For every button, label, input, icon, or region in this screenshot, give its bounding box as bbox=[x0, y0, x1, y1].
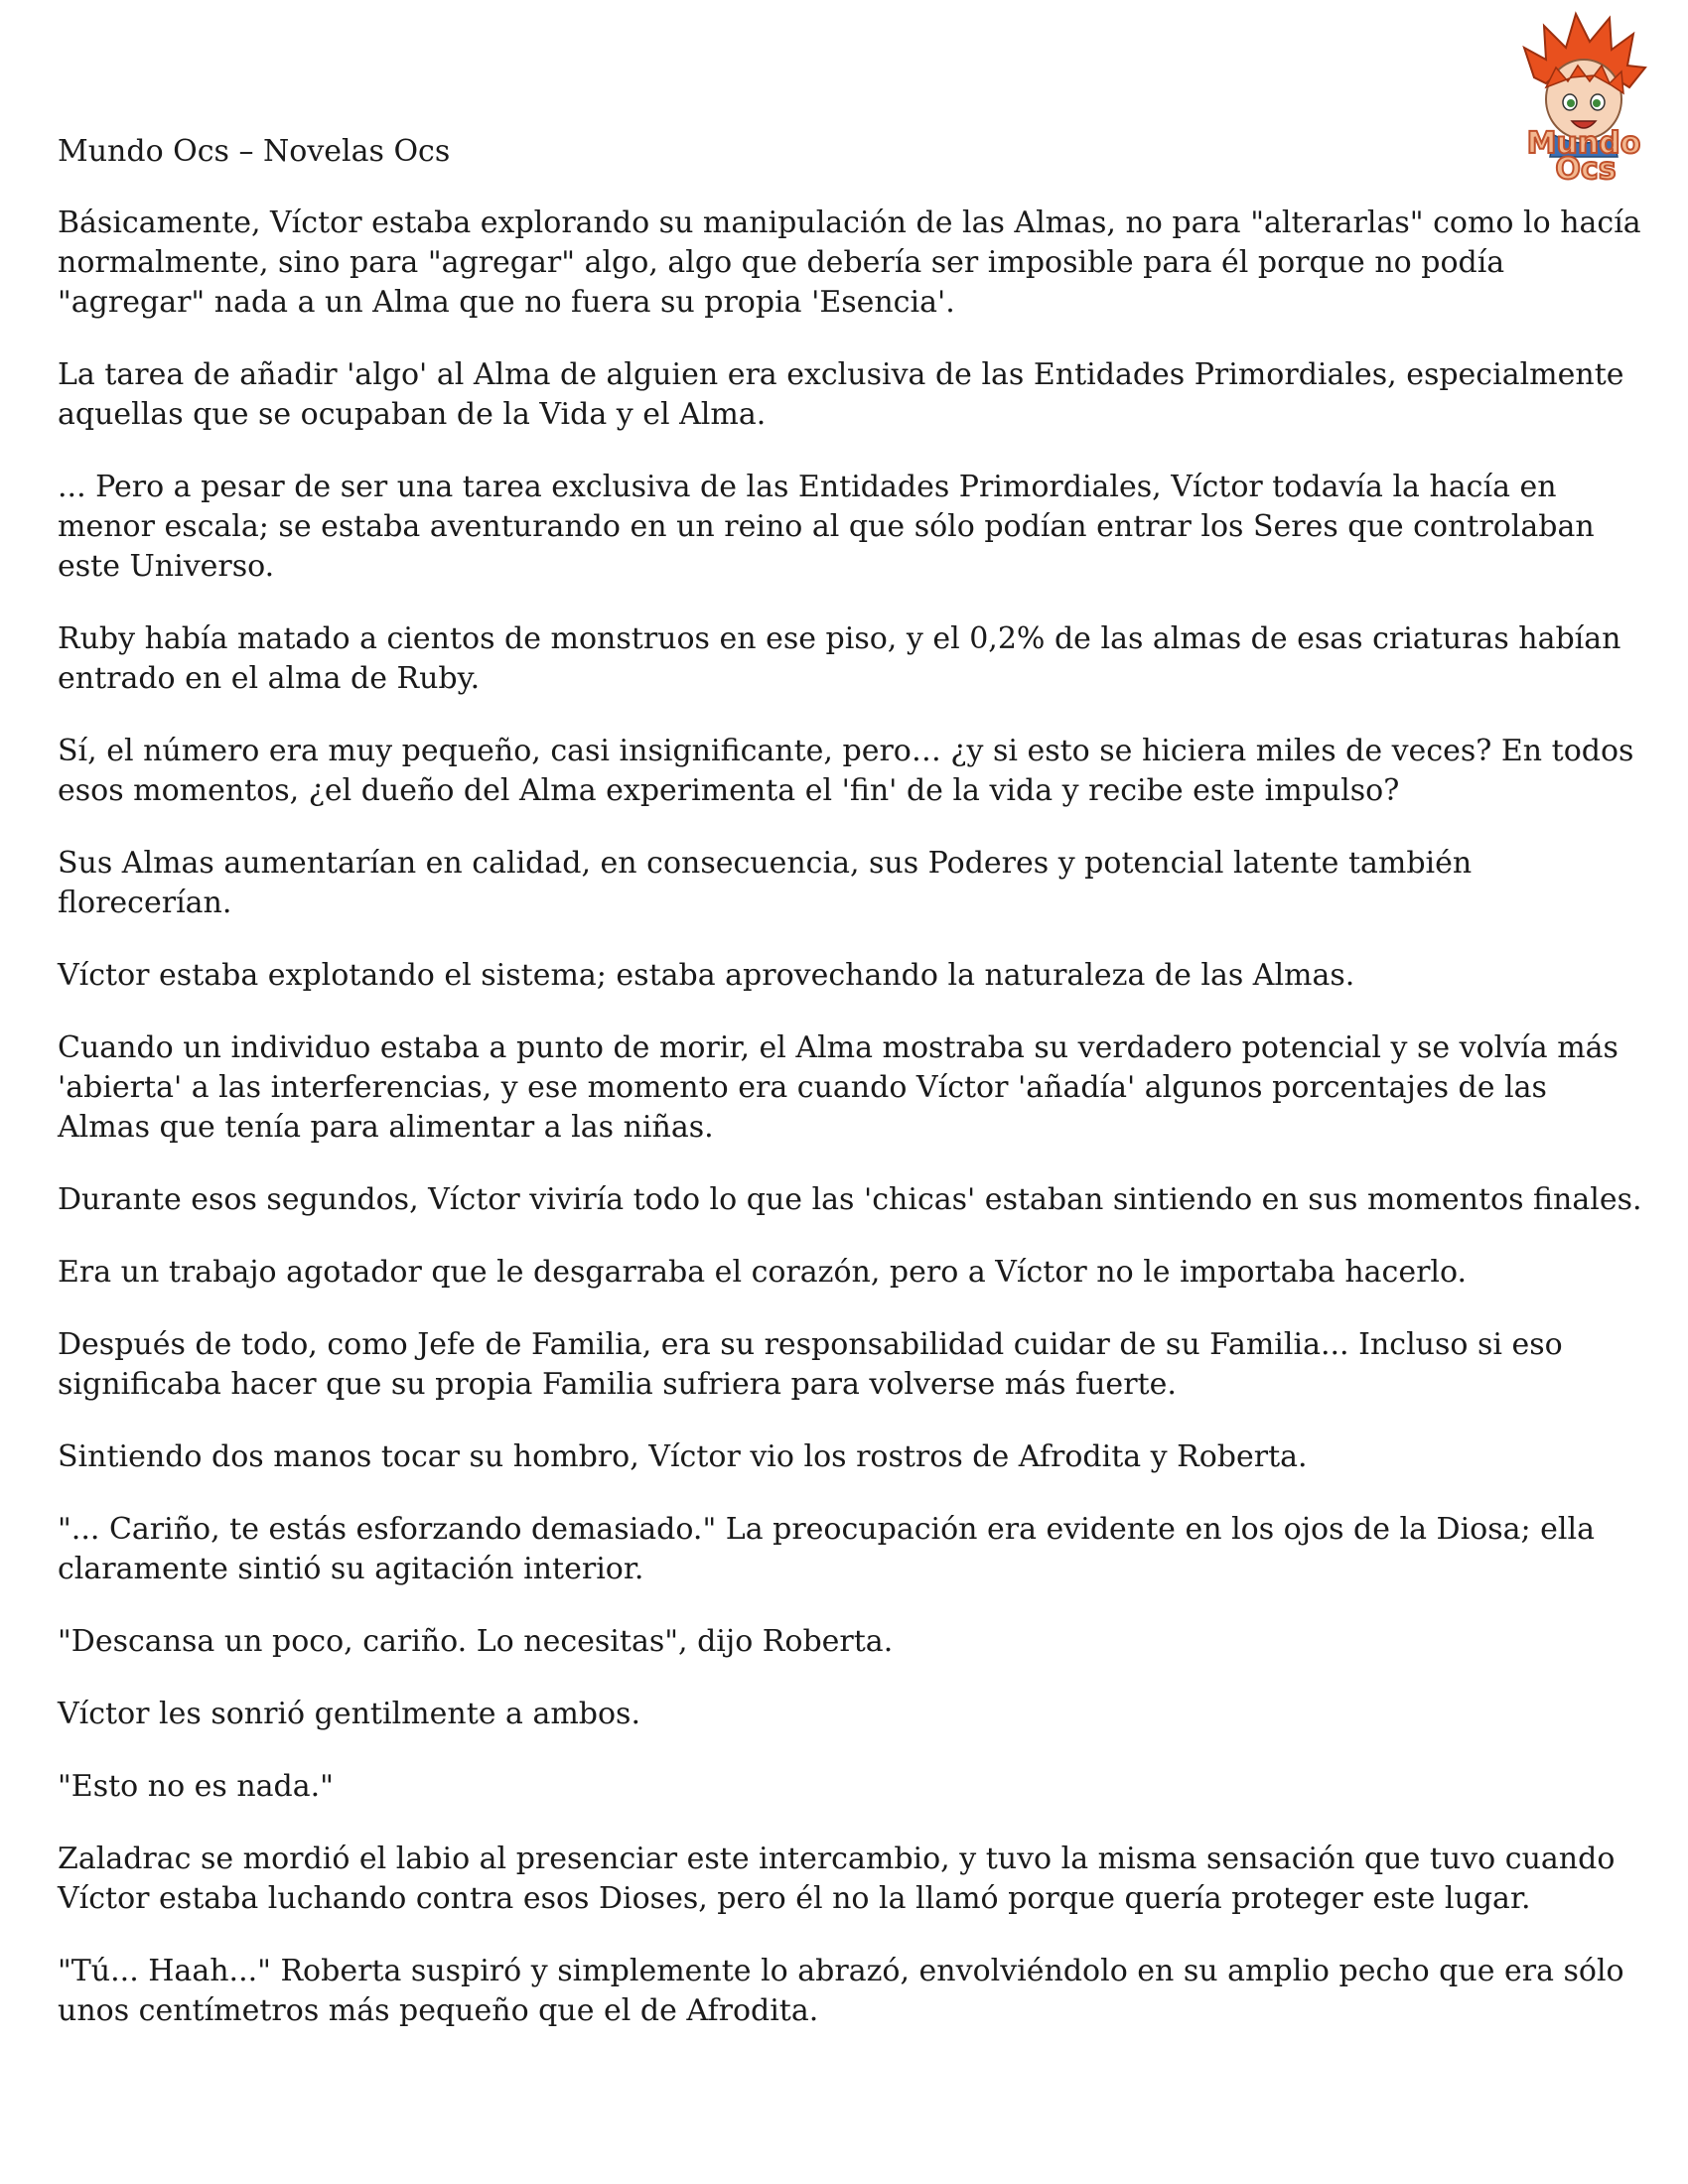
paragraph: "Esto no es nada." bbox=[58, 1769, 334, 1804]
logo-word-top: Mundo bbox=[1526, 126, 1641, 161]
paragraph: Zaladrac se mordió el labio al presenciar este intercambio, y tuvo la misma sensación que tuvo cuando Víctor estaba luchando contra esos Dioses, pero él no la llamó porque quería proteger este lugar. bbox=[58, 1842, 1616, 1916]
paragraph: Víctor les sonrió gentilmente a ambos. bbox=[58, 1697, 640, 1731]
logo-word-bottom: Ocs bbox=[1555, 152, 1617, 185]
paragraph: Cuando un individuo estaba a punto de morir, el Alma mostraba su verdadero potencial y se volvía más 'abierta' a las interferencias, y ese momento era cuando Víctor 'añadía' algunos porcentajes de las Almas que tenía para alimentar a las niñas. bbox=[58, 1030, 1618, 1145]
paragraph: "... Cariño, te estás esforzando demasiado." La preocupación era evidente en los ojos de la Diosa; ella claramente sintió su agitación interior. bbox=[58, 1512, 1595, 1586]
paragraph: Básicamente, Víctor estaba explorando su manipulación de las Almas, no para "alterarlas" como lo hacía normalmente, sino para "agregar" algo, algo que debería ser imposible para él porque no podía "agregar" nada a un Alma que no fuera su propia 'Esencia'. bbox=[58, 205, 1641, 320]
paragraph: La tarea de añadir 'algo' al Alma de alguien era exclusiva de las Entidades Primordiales, especialmente aquellas que se ocupaban de la Vida y el Alma. bbox=[58, 357, 1624, 432]
paragraph: Víctor estaba explotando el sistema; estaba aprovechando la naturaleza de las Almas. bbox=[58, 958, 1355, 993]
mascot-logo-icon bbox=[1494, 8, 1673, 185]
paragraph: Después de todo, como Jefe de Familia, era su responsabilidad cuidar de su Familia... Incluso si eso significaba hacer que su propia Familia sufriera para volverse más fuerte. bbox=[58, 1327, 1563, 1402]
paragraph: Sí, el número era muy pequeño, casi insignificante, pero… ¿y si esto se hiciera miles de veces? En todos esos momentos, ¿el dueño del Alma experimenta el 'fin' de la vida y recibe este impulso? bbox=[58, 734, 1634, 808]
paragraph: Ruby había matado a cientos de monstruos en ese piso, y el 0,2% de las almas de esas criaturas habían entrado en el alma de Ruby. bbox=[58, 621, 1621, 696]
paragraph: "Descansa un poco, cariño. Lo necesitas", dijo Roberta. bbox=[58, 1624, 894, 1659]
paragraph: Sus Almas aumentarían en calidad, en consecuencia, sus Poderes y potencial latente también florecerían. bbox=[58, 846, 1473, 920]
paragraph: "Tú... Haah..." Roberta suspiró y simplemente lo abrazó, envolviéndolo en su amplio pecho que era sólo unos centímetros más pequeño que el de Afrodita. bbox=[58, 1954, 1624, 2028]
paragraph: Durante esos segundos, Víctor viviría todo lo que las 'chicas' estaban sintiendo en sus momentos finales. bbox=[58, 1182, 1642, 1217]
document-body bbox=[58, 204, 1646, 2064]
paragraph: Sintiendo dos manos tocar su hombro, Víctor vio los rostros de Afrodita y Roberta. bbox=[58, 1439, 1308, 1474]
page-header-title: Mundo Ocs – Novelas Ocs bbox=[58, 134, 451, 169]
paragraph: Era un trabajo agotador que le desgarraba el corazón, pero a Víctor no le importaba hacerlo. bbox=[58, 1255, 1468, 1290]
paragraph: ... Pero a pesar de ser una tarea exclusiva de las Entidades Primordiales, Víctor todavía la hacía en menor escala; se estaba aventurando en un reino al que sólo podían entrar los Seres que controlaban este Universo. bbox=[58, 470, 1595, 584]
